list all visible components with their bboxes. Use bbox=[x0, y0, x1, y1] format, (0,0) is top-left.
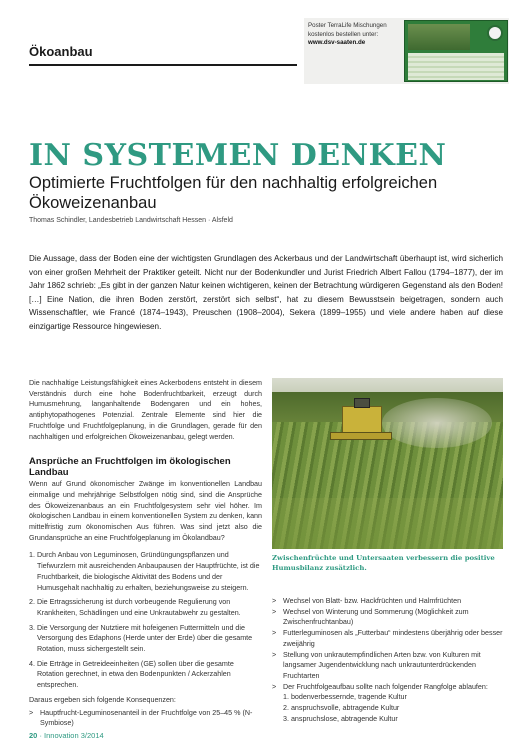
photo-foreground bbox=[272, 498, 503, 549]
lead-paragraph: Die Aussage, dass der Boden eine der wichtigsten Grundlagen des Ackerbaus und der Landwirtschaft überhaupt ist, wird sicherlich von einer großen Mehrheit der Praktiker geteilt. Nicht nur der Bodenkundler und Jurist Friedrich Albert Fallou (1794–1877), der im Jahr 1862 schrieb: „Es gibt in der ganzen Natur keinen wichtigeren, keinen der Betrachtung würdigeren Gegenstand als den Boden! […] Eine Nation, die ihren Boden zerstört, zerstört sich selbst“, hat zu diesem Bewusstsein beigetragen, sondern auch Wissenschaftler, wie Francé (1874–1943), Preuschen (1908–2004), Sekera (1899–1955) und viele andere haben auf diese einzigartige Ressource hingewiesen. bbox=[29, 254, 503, 331]
page-number: 20 bbox=[29, 731, 38, 740]
requirements-list bbox=[29, 550, 262, 690]
consequences-list-right bbox=[272, 596, 503, 692]
brand-badge-icon bbox=[487, 25, 503, 41]
bullet-arrow-icon: > bbox=[29, 708, 34, 717]
photo-dust-cloud bbox=[382, 398, 492, 448]
article-title: IN SYSTEMEN DENKEN bbox=[29, 138, 447, 173]
list-item: 2. Die Ertragssicherung ist durch vorbeugende Regulierung von Krankheiten, Schädlingen und eine Unkrautabwehr zu gestalten. bbox=[29, 598, 241, 617]
section-heading: Ansprüche an Fruchtfolgen im ökologischen Landbau bbox=[29, 456, 231, 479]
list-item: 1. Durch Anbau von Leguminosen, Gründüngungspflanzen und Tiefwurzlern mit ausreichenden Anbaupausen der Hauptfrüchte, ist die Fruchtbarkeit, die biologische Aktivität des Bodens und der Humusgehalt nachhaltig zu erhalten, beziehungsweise zu steigern. bbox=[29, 551, 260, 592]
list-item-text: Der Fruchtfolgeaufbau sollte nach folgender Rangfolge ablaufen: bbox=[283, 682, 488, 691]
section-paragraph: Wenn auf Grund ökonomischer Zwänge im konventionellen Landbau einmalige und mehrjährige Selbstfolgen nötig sind, sind die Ansprüche des Ökoweizenanbaus an ein Fruchtfolgesystem sehr viel höher. Im ökologischen Landbau in einem konventionellen System zu denken, kann mittelfristig zum ökonomischen Aus führen. Was sind jetzt also die Grundansprüche an eine Fruchtfolgeplanung im Ökolandbau? bbox=[29, 480, 262, 542]
bullet-arrow-icon: > bbox=[272, 650, 277, 659]
list-item-text: Wechsel von Blatt- bzw. Hackfrüchten und Halmfrüchten bbox=[283, 597, 462, 605]
ranking-item: 3. anspruchslose, abtragende Kultur bbox=[283, 714, 398, 723]
consequences-intro: Daraus ergeben sich folgende Konsequenzen: bbox=[29, 695, 176, 704]
photo-caption: Zwischenfrüchte und Untersaaten verbessern die positive Humusbilanz zusätzlich. bbox=[272, 554, 495, 572]
combine-harvester-photo bbox=[272, 378, 503, 549]
section-label: Ökoanbau bbox=[29, 44, 93, 59]
intro-paragraph: Die nachhaltige Leistungsfähigkeit eines Ackerbodens entsteht in diesem Verständnis durch eine hohe Bodenfruchtbarkeit, erzeugt durch Humusmehrung, langanhaltende Bodengaren und ein hohes, antiphytopathogenes Potenzial. Zentrale Elemente sind hier die Fruchtfolge und Fruchtfolgeplanung, in die Grundlagen, gerade für den nachhaltigen und erfolgreichen Ökoweizenanbau, gelegt werden. bbox=[29, 379, 262, 441]
combine-cab bbox=[354, 398, 370, 408]
bullet-arrow-icon: > bbox=[272, 597, 277, 605]
list-item-text: Stellung von unkrautempfindlichen Arten bzw. von Kulturen mit langsamer Jugendentwicklung nach unkrautunterdrückenden Fruchtarten bbox=[283, 650, 481, 680]
combine-header bbox=[330, 432, 392, 440]
left-column bbox=[29, 378, 262, 730]
promo-url-link[interactable]: www.dsv-saaten.de bbox=[308, 39, 366, 47]
poster-table bbox=[408, 53, 504, 80]
list-item: 4. Die Erträge in Getreideeinheiten (GE) sollen über die gesamte Rotation gerechnet, in etwa den Bodenpunkten / Ackerzahlen entsprechen. bbox=[29, 659, 234, 690]
article-byline: Thomas Schindler, Landesbetrieb Landwirtschaft Hessen · Alsfeld bbox=[29, 217, 233, 224]
promo-text bbox=[308, 22, 408, 48]
consequences-list-left bbox=[29, 708, 262, 729]
ranking-item: 1. bodenverbessernde, tragende Kultur bbox=[283, 693, 407, 702]
bullet-arrow-icon: > bbox=[272, 682, 277, 691]
list-item bbox=[29, 708, 262, 729]
article-subtitle: Optimierte Fruchtfolgen für den nachhaltig erfolgreichen Ökoweizenanbau bbox=[29, 174, 438, 212]
list-item bbox=[272, 596, 503, 607]
ranking-item: 2. anspruchsvolle, abtragende Kultur bbox=[283, 704, 400, 713]
poster-field-photo bbox=[408, 24, 470, 50]
list-item-text: Futterleguminosen als „Futterbau“ mindestens überjährig oder besser zweijährig bbox=[283, 629, 503, 648]
poster-image bbox=[404, 20, 508, 82]
list-item bbox=[272, 682, 503, 693]
page-footer bbox=[29, 731, 104, 740]
list-item: 3. Die Versorgung der Nutztiere mit hofeigenen Futtermitteln und die Versorgung des Edaphons (Herde unter der Erde) über die gesamte Rotation, muss sichergestellt sein. bbox=[29, 623, 253, 654]
promo-line-2: kostenlos bestellen unter: bbox=[308, 30, 379, 38]
list-item-text: Hauptfrucht-Leguminosenanteil in der Fruchtfolge von 25–45 % (N-Symbiose) bbox=[40, 708, 253, 728]
journal-name: Innovation 3/2014 bbox=[44, 731, 104, 740]
list-item-text: Wechsel von Winterung und Sommerung (Möglichkeit zum Zwischenfruchtanbau) bbox=[283, 607, 469, 627]
footer-separator: · bbox=[39, 731, 45, 740]
bullet-arrow-icon: > bbox=[272, 607, 277, 616]
promo-box bbox=[304, 18, 509, 84]
list-item bbox=[272, 650, 503, 682]
list-item bbox=[272, 628, 503, 649]
promo-line-1: Poster TerraLife Mischungen bbox=[308, 22, 387, 29]
bullet-arrow-icon: > bbox=[272, 629, 277, 638]
section-divider bbox=[29, 64, 297, 66]
right-column bbox=[272, 596, 503, 724]
list-item bbox=[272, 607, 503, 628]
